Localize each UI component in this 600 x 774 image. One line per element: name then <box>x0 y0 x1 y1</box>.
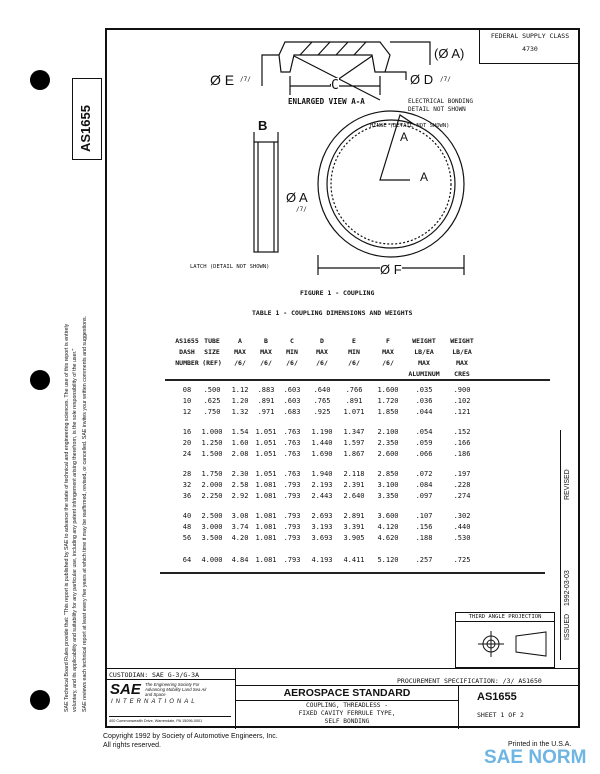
column-header-line: NUMBER <box>175 359 199 367</box>
table-cell: 1.20 <box>231 397 249 405</box>
divider <box>105 679 235 680</box>
table-cell: .793 <box>283 556 301 564</box>
table-cell: 1.867 <box>343 450 365 458</box>
table-cell: 2.640 <box>343 492 365 500</box>
table-cell: 2.391 <box>343 481 365 489</box>
table-cell: 5.120 <box>377 556 399 564</box>
table-cell: 3.693 <box>311 534 333 542</box>
table-cell: .102 <box>453 397 471 405</box>
label-phi-a: Ø A <box>286 190 308 205</box>
table-cell: 64 <box>182 556 192 564</box>
table-cell: 3.600 <box>377 512 399 520</box>
table-cell: 2.500 <box>201 512 223 520</box>
divider <box>235 700 458 701</box>
table-cell: 1.190 <box>311 428 333 436</box>
table-cell: .054 <box>415 428 433 436</box>
sidebar-notice: voluntary, and its applicability and suitability for any particular use, including any patent infringement arising therefrom, is the sole responsibility of the user." <box>72 348 78 712</box>
table-cell: 1.60 <box>231 439 249 447</box>
table-bottom-rule <box>160 572 545 574</box>
binder-hole <box>30 370 50 390</box>
column-header-line: A <box>238 337 242 345</box>
bonding-note-line: ELECTRICAL BONDING <box>408 98 474 105</box>
table-cell: .072 <box>415 470 433 478</box>
column-header-line: WEIGHT <box>450 337 474 345</box>
table-cell: .640 <box>313 386 331 394</box>
table-cell: .793 <box>283 492 301 500</box>
table-cell: .228 <box>453 481 471 489</box>
table-cell: 3.193 <box>311 523 333 531</box>
table-cell: .044 <box>415 408 433 416</box>
column-header-line: MIN <box>286 348 298 356</box>
table-cell: .121 <box>453 408 471 416</box>
sidebar-notice: SAE reviews each technical report at least every five years at which time it may be reaffirmed, revised, or cancelled. SAE invites your written comments and suggestions. <box>82 315 88 712</box>
table-cell: 4.411 <box>343 556 365 564</box>
table-cell: 2.443 <box>311 492 333 500</box>
table-cell: .793 <box>283 523 301 531</box>
column-header-line: TUBE <box>204 337 220 345</box>
table-cell: 1.54 <box>231 428 249 436</box>
column-header-line: E <box>352 337 356 345</box>
table-cell: 3.350 <box>377 492 399 500</box>
table-cell: 3.74 <box>231 523 249 531</box>
table-cell: 1.12 <box>231 386 249 394</box>
table-cell: 2.891 <box>343 512 365 520</box>
label-phi-e: Ø E <box>210 72 235 88</box>
table-cell: 3.500 <box>201 534 223 542</box>
table-cell: 1.347 <box>343 428 365 436</box>
table-cell: .763 <box>283 428 301 436</box>
table-cell: .603 <box>283 386 301 394</box>
table-cell: 4.20 <box>231 534 249 542</box>
table-cell: .603 <box>283 397 301 405</box>
hinge-note: HINGE (DETAIL NOT SHOWN) <box>370 123 450 129</box>
divider <box>458 685 459 729</box>
column-header-line: /6/ <box>382 359 394 367</box>
table-cell: 1.690 <box>311 450 333 458</box>
table-cell: 4.193 <box>311 556 333 564</box>
table-cell: 1.081 <box>255 534 277 542</box>
sae-address: 400 Commonwealth Drive, Warrendale, PA 15096-0001 <box>109 716 231 723</box>
label-phi-f: Ø F <box>380 262 402 277</box>
table-cell: 2.193 <box>311 481 333 489</box>
column-header-line: D <box>320 337 324 345</box>
table-cell: 1.051 <box>255 428 277 436</box>
table-cell: .763 <box>283 450 301 458</box>
table-cell: 12 <box>182 408 192 416</box>
table-cell: 1.071 <box>343 408 365 416</box>
figure-caption: FIGURE 1 - COUPLING <box>300 289 375 297</box>
label-phi-d: Ø D <box>410 72 434 87</box>
table-cell: 2.693 <box>311 512 333 520</box>
title-line: SELF BONDING <box>324 718 370 725</box>
table-cell: 2.118 <box>343 470 365 478</box>
table-cell: .186 <box>453 450 471 458</box>
note-7: /7/ <box>296 206 307 213</box>
table-cell: 1.850 <box>377 408 399 416</box>
revised-label: REVISED <box>564 469 571 500</box>
title-doc-number: AS1655 <box>477 691 517 703</box>
table-cell: 3.905 <box>343 534 365 542</box>
table-cell: .765 <box>313 397 331 405</box>
table-cell: 1.32 <box>231 408 249 416</box>
table-cell: 1.081 <box>255 481 277 489</box>
printed-in: Printed in the U.S.A. <box>508 741 572 748</box>
table-cell: .500 <box>203 386 221 394</box>
column-header-line: MAX <box>234 348 246 356</box>
table-cell: 4.84 <box>231 556 249 564</box>
table-cell: 2.30 <box>231 470 249 478</box>
table-cell: 20 <box>182 439 192 447</box>
table-cell: 1.250 <box>201 439 223 447</box>
table-cell: .197 <box>453 470 471 478</box>
coupling-drawing <box>0 0 600 300</box>
table-cell: 4.000 <box>201 556 223 564</box>
table-cell: 32 <box>182 481 192 489</box>
table-cell: .925 <box>313 408 331 416</box>
table-cell: 56 <box>182 534 192 542</box>
custodian: CUSTODIAN: SAE G-3/G-3A <box>109 671 200 679</box>
column-header-line: /6/ <box>260 359 272 367</box>
table-cell: .793 <box>283 512 301 520</box>
enlarged-view-label: ENLARGED VIEW A-A <box>288 97 365 106</box>
table-cell: 1.440 <box>311 439 333 447</box>
table-cell: .625 <box>203 397 221 405</box>
federal-supply-value: 4730 <box>522 45 538 53</box>
column-header-line: AS1655 <box>175 337 199 345</box>
rights: All rights reserved. <box>103 742 161 749</box>
table-cell: .302 <box>453 512 471 520</box>
column-header-line: C <box>290 337 294 345</box>
table-cell: .766 <box>345 386 363 394</box>
table-cell: .725 <box>453 556 471 564</box>
column-header <box>437 336 487 380</box>
table-cell: .440 <box>453 523 471 531</box>
table-cell: 2.250 <box>201 492 223 500</box>
label-phi-a-paren: (Ø A) <box>434 46 465 61</box>
table-cell: 28 <box>182 470 192 478</box>
table-cell: 10 <box>182 397 192 405</box>
table-cell: .274 <box>453 492 471 500</box>
note-7: /7/ <box>440 76 451 83</box>
table-cell: .152 <box>453 428 471 436</box>
table-cell: .793 <box>283 481 301 489</box>
sae-logo: SAE <box>110 681 141 698</box>
front-view-outer <box>318 111 464 257</box>
table-cell: 1.081 <box>255 523 277 531</box>
table-cell: 4.120 <box>377 523 399 531</box>
label-a: A <box>400 130 409 144</box>
document-title <box>236 702 458 726</box>
sidebar-notice: SAE Technical Board Rules provide that: "This report is published by SAE to advance the state of technical and engineering sciences. The use of this report is entirely <box>64 323 70 712</box>
table-cell: 3.391 <box>343 523 365 531</box>
column-header-line: LB/EA <box>452 348 472 356</box>
table-cell: .971 <box>257 408 275 416</box>
standard-heading: AEROSPACE STANDARD <box>283 687 411 699</box>
table-cell: 2.92 <box>231 492 249 500</box>
table-cell: .891 <box>345 397 363 405</box>
table-cell: .900 <box>453 386 471 394</box>
note-7: /7/ <box>240 76 251 83</box>
table-cell: .891 <box>257 397 275 405</box>
table-cell: .059 <box>415 439 433 447</box>
table-cell: 40 <box>182 512 192 520</box>
table-cell: .066 <box>415 450 433 458</box>
table-cell: 1.500 <box>201 450 223 458</box>
bonding-note <box>408 98 473 114</box>
column-header-line: (REF) <box>202 359 222 367</box>
column-header-line: /6/ <box>316 359 328 367</box>
table-cell: 1.051 <box>255 450 277 458</box>
binder-hole <box>30 690 50 710</box>
table-cell: 2.850 <box>377 470 399 478</box>
table-cell: .683 <box>283 408 301 416</box>
column-header-line: F <box>386 337 390 345</box>
copyright: Copyright 1992 by Society of Automotive Engineers, Inc. <box>103 733 278 740</box>
third-angle-label: THIRD ANGLE PROJECTION <box>456 613 554 622</box>
table-cell: 1.750 <box>201 470 223 478</box>
table-cell: 1.081 <box>255 492 277 500</box>
column-header-line: /6/ <box>348 359 360 367</box>
table-cell: .750 <box>203 408 221 416</box>
bonding-note-line: DETAIL NOT SHOWN <box>408 106 466 113</box>
table-cell: 2.350 <box>377 439 399 447</box>
label-c: C <box>331 78 339 93</box>
column-header-line: MIN <box>348 348 360 356</box>
label-b: B <box>258 118 268 133</box>
table-cell: 3.000 <box>201 523 223 531</box>
table-cell: .763 <box>283 470 301 478</box>
sae-international: INTERNATIONAL <box>111 699 198 705</box>
column-header-line: MAX <box>382 348 394 356</box>
table-cell: 2.100 <box>377 428 399 436</box>
table-cell: 36 <box>182 492 192 500</box>
table-cell: .156 <box>415 523 433 531</box>
table-cell: 1.081 <box>255 512 277 520</box>
table-title: TABLE 1 - COUPLING DIMENSIONS AND WEIGHTS <box>252 309 413 317</box>
divider <box>235 685 580 686</box>
table-cell: .107 <box>415 512 433 520</box>
column-header-line: LB/EA <box>414 348 434 356</box>
table-cell: .097 <box>415 492 433 500</box>
sheet-number: SHEET 1 OF 2 <box>477 711 524 719</box>
table-cell: 1.720 <box>377 397 399 405</box>
third-angle-box <box>455 612 555 668</box>
table-cell: 2.000 <box>201 481 223 489</box>
federal-supply-label: FEDERAL SUPPLY CLASS <box>490 32 570 40</box>
table-cell: 1.597 <box>343 439 365 447</box>
column-header-line: /6/ <box>234 359 246 367</box>
table-header-rule <box>165 379 550 381</box>
sidebar-doc-number: AS1655 <box>78 105 93 152</box>
column-header-line: SIZE <box>204 348 220 356</box>
procurement-spec: PROCUREMENT SPECIFICATION: /3/ AS1650 <box>397 677 542 685</box>
table-cell: .188 <box>415 534 433 542</box>
column-header-line: MAX <box>316 348 328 356</box>
title-line: FIXED CAVITY FERRULE TYPE, <box>298 710 396 717</box>
front-view-inner <box>327 120 455 248</box>
table-cell: .257 <box>415 556 433 564</box>
table-cell: .763 <box>283 439 301 447</box>
table-cell: 16 <box>182 428 192 436</box>
column-header-line: ALUMINUM <box>408 370 440 378</box>
table-cell: .883 <box>257 386 275 394</box>
table-cell: 4.620 <box>377 534 399 542</box>
latch-note: LATCH (DETAIL NOT SHOWN) <box>190 264 270 270</box>
margin-rule <box>560 430 561 660</box>
title-line: COUPLING, THREADLESS - <box>306 702 388 709</box>
column-header-line: MAX <box>418 359 430 367</box>
table-cell: 1.051 <box>255 439 277 447</box>
table-cell: .035 <box>415 386 433 394</box>
table-cell: 3.100 <box>377 481 399 489</box>
table-cell: 1.051 <box>255 470 277 478</box>
issued-label: ISSUED <box>564 613 571 640</box>
table-cell: 08 <box>182 386 192 394</box>
table-cell: 1.940 <box>311 470 333 478</box>
table-cell: 2.08 <box>231 450 249 458</box>
column-header-line: MAX <box>456 359 468 367</box>
label-a: A <box>420 170 429 184</box>
watermark-logo: SAE NORM <box>484 747 587 768</box>
column-header-line: CRES <box>454 370 470 378</box>
title-block <box>105 668 580 728</box>
column-header-line: B <box>264 337 268 345</box>
issued-date: 1992-03-03 <box>564 570 571 606</box>
dimension-lines <box>262 42 430 100</box>
table-cell: .036 <box>415 397 433 405</box>
table-cell: 1.081 <box>255 556 277 564</box>
table-cell: 48 <box>182 523 192 531</box>
table-cell: 1.600 <box>377 386 399 394</box>
table-cell: 24 <box>182 450 192 458</box>
column-header-line: /6/ <box>286 359 298 367</box>
column-header-line: MAX <box>260 348 272 356</box>
table-cell: 3.08 <box>231 512 249 520</box>
sae-tagline: The Engineering Society For Advancing Mobility Land Sea Air and Space <box>145 682 207 697</box>
column-header-line: DASH <box>179 348 195 356</box>
table-cell: 1.000 <box>201 428 223 436</box>
table-cell: 2.58 <box>231 481 249 489</box>
table-cell: .084 <box>415 481 433 489</box>
projection-symbol-icon <box>456 622 554 666</box>
table-cell: .166 <box>453 439 471 447</box>
table-cell: .530 <box>453 534 471 542</box>
table-cell: 2.600 <box>377 450 399 458</box>
column-header-line: WEIGHT <box>412 337 436 345</box>
hatching <box>300 42 366 55</box>
table-cell: .793 <box>283 534 301 542</box>
